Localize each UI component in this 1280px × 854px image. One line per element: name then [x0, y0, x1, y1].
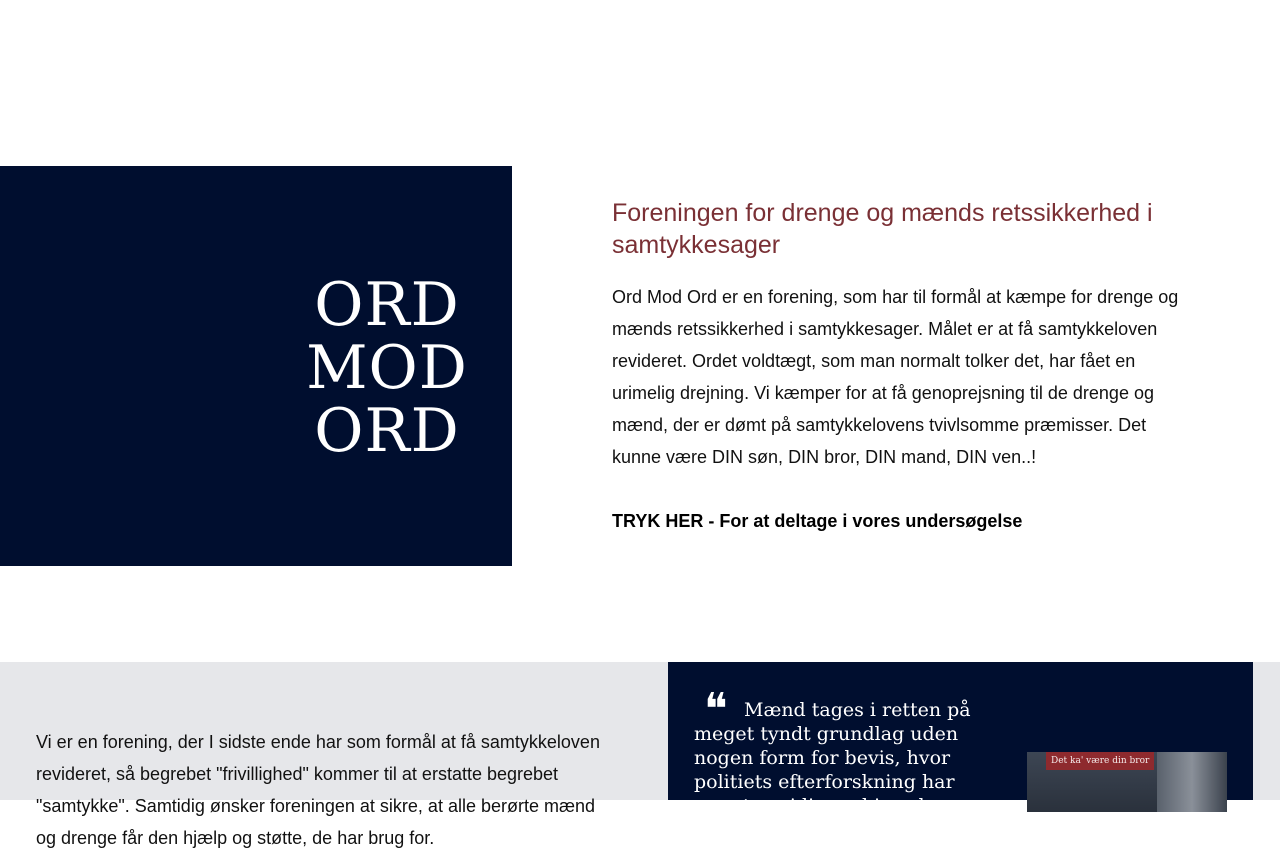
- quote-text: Mænd tages i retten på meget tyndt grundlag uden nogen form for bevis, hvor politiets efterforskning har været ensidig og biased.: [694, 699, 971, 817]
- lower-description: Vi er en forening, der I sidste ende har som formål at få samtykkeloven revideret, så begrebet "frivillighed" kommer til at erstatte begrebet "samtykke". Samtidig ønsker foreningen at sikre, at alle berørte mænd og drenge får den hjælp og støtte, de har brug for.: [36, 732, 600, 848]
- survey-link[interactable]: TRYK HER - For at deltage i vores undersøgelse: [612, 511, 1023, 531]
- logo-line-3: ORD: [314, 396, 460, 466]
- header-area: [0, 0, 1280, 166]
- quote-card: [668, 662, 1253, 817]
- book-cover-image: [1027, 752, 1227, 812]
- logo-line-2: MOD: [306, 333, 468, 403]
- logo-block: [0, 166, 512, 566]
- logo-line-1: ORD: [314, 270, 460, 340]
- intro-heading: Foreningen for drenge og mænds retssikkerhed i samtykkesager: [612, 199, 1153, 259]
- intro-section: [612, 197, 1182, 537]
- logo[interactable]: [300, 270, 474, 466]
- intro-body: Ord Mod Ord er en forening, som har til formål at kæmpe for drenge og mænds retssikkerhed i samtykkesager. Målet er at få samtykkeloven revideret. Ordet voldtægt, som man normalt tolker det, har fået en urimelig drejning. Vi kæmper for at få genoprejsning til de drenge og mænd, der er dømt på samtykkelovens tvivlsomme præmisser. Det kunne være DIN søn, DIN bror, DIN mand, DIN ven..!: [612, 287, 1179, 467]
- book-cover-label: Det ka' være din bror: [1046, 752, 1154, 770]
- quote-mark-icon: ❝: [704, 684, 728, 735]
- book-cover-stripe: [1157, 752, 1227, 812]
